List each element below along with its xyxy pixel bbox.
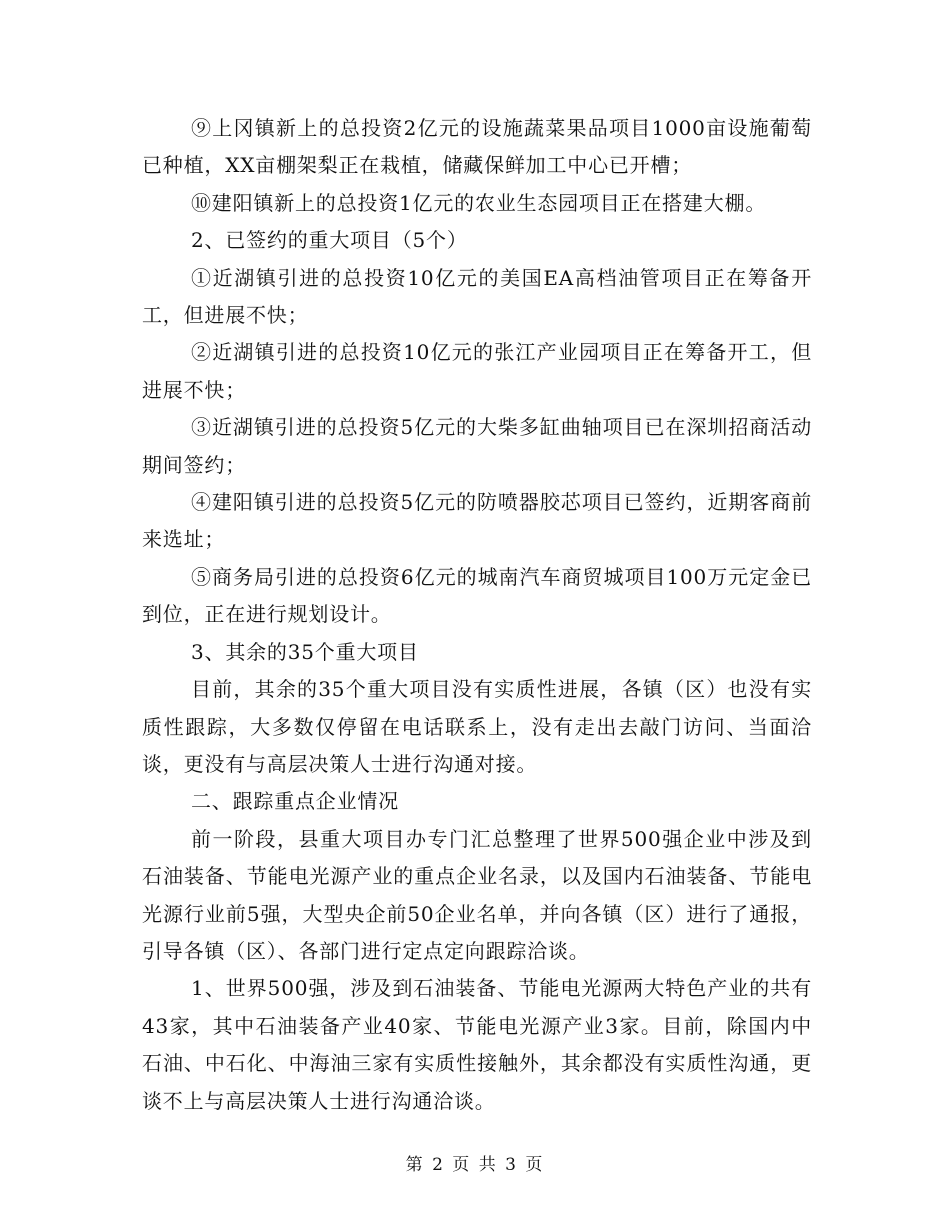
paragraph-item-10: ⑩建阳镇新上的总投资1亿元的农业生态园项目正在搭建大棚。: [191, 190, 767, 215]
paragraph-signed-3: ③近湖镇引进的总投资5亿元的大柴多缸曲轴项目已在深圳招商活动期间签约；: [142, 415, 812, 477]
page-footer: 第 2 页 共 3 页: [405, 1155, 545, 1175]
paragraph-remaining-projects: 目前，其余的35个重大项目没有实质性进展，各镇（区）也没有实质性跟踪，大多数仅停留在电话联系上，没有走出去敲门访问、当面洽谈，更没有与高层决策人士进行沟通对接。: [142, 677, 812, 776]
paragraph-signed-5: ⑤商务局引进的总投资6亿元的城南汽车商贸城项目100万元定金已到位，正在进行规划设计。: [142, 564, 812, 627]
paragraph-signed-1: ①近湖镇引进的总投资10亿元的美国EA高档油管项目正在筹备开工，但进展不快；: [142, 265, 812, 328]
paragraph-signed-2: ②近湖镇引进的总投资10亿元的张江产业园项目正在筹备开工，但进展不快；: [142, 340, 812, 402]
document-body: [142, 110, 812, 1120]
section-heading-key-enterprises: 二、跟踪重点企业情况: [191, 789, 399, 814]
section-heading-signed-projects: 2、已签约的重大项目（5个）: [191, 228, 468, 253]
paragraph-fortune-500: 1、世界500强，涉及到石油装备、节能电光源两大特色产业的共有43家，其中石油装备产业40家、节能电光源产业3家。目前，除国内中石油、中石化、中海油三家有实质性接触外，其余都没有实质性沟通，更谈不上与高层决策人士进行沟通洽谈。: [142, 976, 812, 1113]
section-heading-remaining-projects: 3、其余的35个重大项目: [191, 639, 419, 664]
paragraph-key-enterprises: 前一阶段，县重大项目办专门汇总整理了世界500强企业中涉及到石油装备、节能电光源产业的重点企业名录，以及国内石油装备、节能电光源行业前5强，大型央企前50企业名单，并向各镇（区）进行了通报，引导各镇（区）、各部门进行定点定向跟踪洽谈。: [142, 826, 812, 963]
paragraph-signed-4: ④建阳镇引进的总投资5亿元的防喷器胶芯项目已签约，近期客商前来选址；: [142, 490, 812, 552]
paragraph-item-9: ⑨上冈镇新上的总投资2亿元的设施蔬菜果品项目1000亩设施葡萄已种植，XX亩棚架梨正在栽植，储藏保鲜加工中心已开槽；: [142, 116, 812, 178]
